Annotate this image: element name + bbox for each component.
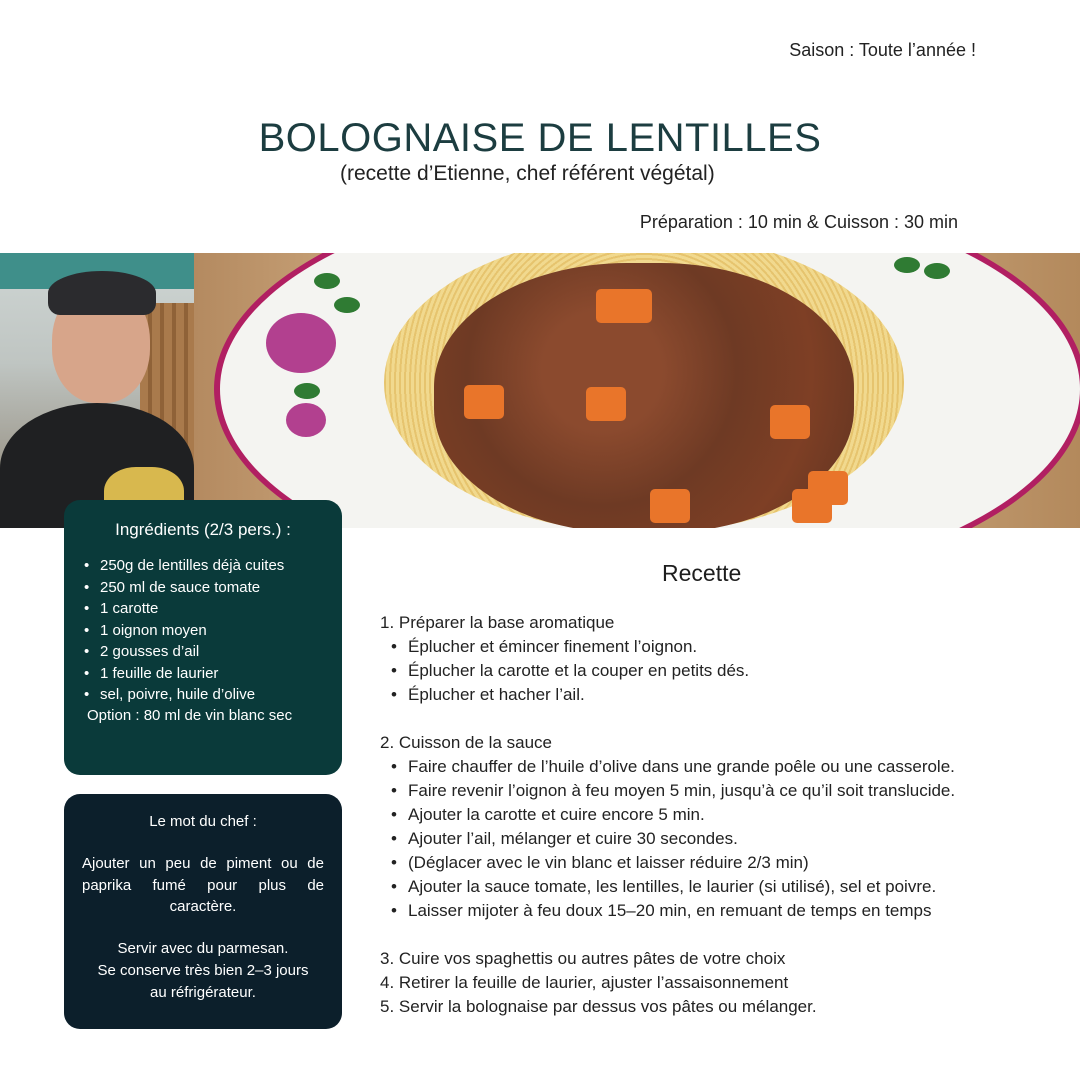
page-subtitle: (recette d’Etienne, chef référent végétal) xyxy=(340,162,715,185)
step-3: 3. Cuire vos spaghettis ou autres pâtes de votre choix xyxy=(380,949,786,968)
step-2-item: • Ajouter la sauce tomate, les lentilles, le laurier (si utilisé), sel et poivre. xyxy=(380,875,1060,899)
chef-tip-text: Ajouter un peu de piment ou de paprika fumé pour plus de caractère. xyxy=(82,855,324,915)
step-1-item: • Éplucher la carotte et la couper en petits dés. xyxy=(380,659,1060,683)
chef-photo xyxy=(0,253,194,528)
ingredient-item: • 250g de lentilles déjà cuites xyxy=(82,555,284,577)
ingredients-card xyxy=(64,500,342,775)
photo-band xyxy=(0,253,1080,528)
chef-tip-card xyxy=(64,794,342,1029)
step-1-item: • Éplucher et hacher l’ail. xyxy=(380,683,1060,707)
ingredients-list xyxy=(82,555,284,706)
chef-tip-serve: Servir avec du parmesan. xyxy=(117,940,289,957)
chef-tip-keep-line-1: Se conserve très bien 2–3 jours xyxy=(97,962,309,979)
timing-label: Préparation : 10 min & Cuisson : 30 min xyxy=(639,212,958,232)
step-2-item: • (Déglacer avec le vin blanc et laisser réduire 2/3 min) xyxy=(380,851,1060,875)
season-label: Saison : Toute l’année ! xyxy=(789,40,976,60)
step-2-item: • Ajouter l’ail, mélanger et cuire 30 secondes. xyxy=(380,827,1060,851)
ingredient-item: • 1 feuille de laurier xyxy=(82,663,284,685)
step-5: 5. Servir la bolognaise par dessus vos pâtes ou mélanger. xyxy=(380,997,817,1016)
ingredient-item: • 1 oignon moyen xyxy=(82,620,284,642)
ingredient-item: • 250 ml de sauce tomate xyxy=(82,577,284,599)
step-1-item: • Éplucher et émincer finement l’oignon. xyxy=(380,635,1060,659)
step-2-item: • Laisser mijoter à feu doux 15–20 min, en remuant de temps en temps xyxy=(380,899,1060,923)
step-2-item: • Faire revenir l’oignon à feu moyen 5 min, jusqu’à ce qu’il soit translucide. xyxy=(380,779,1060,803)
ingredient-item: • 1 carotte xyxy=(82,598,284,620)
chef-tip-keep-line-2: au réfrigérateur. xyxy=(150,983,256,1001)
step-4: 4. Retirer la feuille de laurier, ajuster l’assaisonnement xyxy=(380,973,789,992)
recipe-heading: Recette xyxy=(662,560,742,586)
step-2-item: • Ajouter la carotte et cuire encore 5 min. xyxy=(380,803,1060,827)
page-title: BOLOGNAISE DE LENTILLES xyxy=(258,116,822,160)
chef-tip-title: Le mot du chef : xyxy=(149,813,257,830)
dish-photo xyxy=(194,253,1080,528)
step-1-title: 1. Préparer la base aromatique xyxy=(380,613,615,632)
step-2-item: • Faire chauffer de l’huile d’olive dans une grande poêle ou une casserole. xyxy=(380,755,1060,779)
ingredient-item: • 2 gousses d’ail xyxy=(82,641,284,663)
ingredient-option: Option : 80 ml de vin blanc sec xyxy=(87,707,293,724)
recipe-steps xyxy=(380,611,1060,1019)
ingredients-title: Ingrédients (2/3 pers.) : xyxy=(115,520,291,539)
ingredient-item: • sel, poivre, huile d’olive xyxy=(82,684,284,706)
step-2-title: 2. Cuisson de la sauce xyxy=(380,733,552,752)
chef-tip-keep-block xyxy=(64,960,342,1003)
